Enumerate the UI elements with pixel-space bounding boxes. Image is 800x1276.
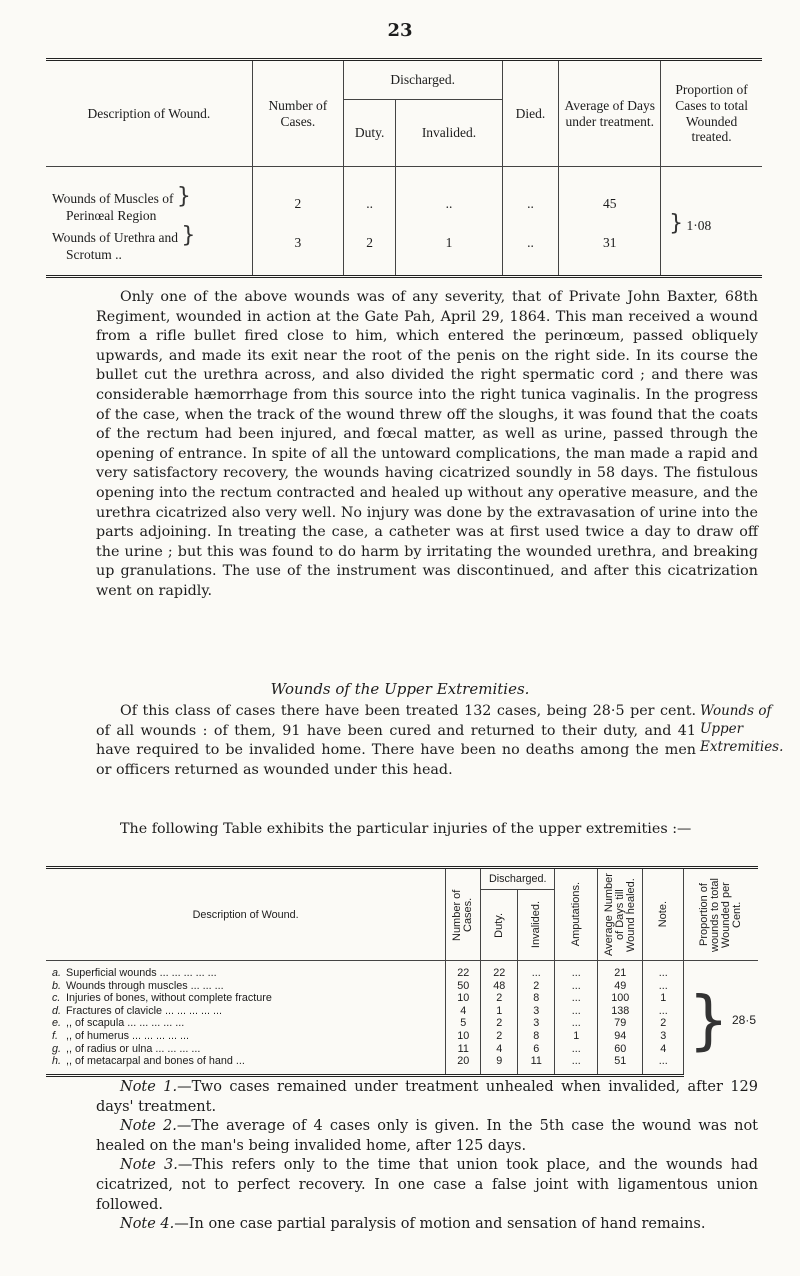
header-description: Description of Wound.: [46, 868, 446, 961]
cell-invalided: ...: [518, 961, 555, 980]
cell-note: 3: [643, 1030, 684, 1043]
cell-days: 21: [598, 961, 643, 980]
table-row: [46, 1055, 758, 1075]
brace-icon: }: [688, 984, 729, 1059]
cell-proportion: } 1·08: [661, 185, 762, 263]
row-description: h. ,, of metacarpal and bones of hand ...: [46, 1055, 446, 1075]
margin-note: Wounds of Upper Extremities.: [700, 703, 784, 755]
table-row: [46, 1017, 758, 1030]
cell-days: 45: [559, 185, 661, 224]
cell-days: 79: [598, 1017, 643, 1030]
cell-cases: 3: [252, 224, 343, 263]
brace-icon: }: [669, 210, 684, 236]
header-average-days: Average of Days under treatment.: [559, 60, 661, 167]
cell-cases: 22: [446, 961, 481, 980]
cell-amputations: ...: [555, 992, 598, 1005]
cell-days: 49: [598, 980, 643, 993]
cell-days: 100: [598, 992, 643, 1005]
cell-amputations: ...: [555, 1055, 598, 1075]
header-invalided: Invalided.: [518, 890, 555, 961]
case-report-paragraph: Only one of the above wounds was of any severity, that of Private John Baxter, 68th Regiment, wounded in action at the Gate Pah, April 29, 1864. This man received a wound from a rifle bullet fired close to him, which entered the perinœum, passed obliquely upwards, and made its exit near the root of the penis on the right side. In its course the bullet cut the urethra across, and also divided the right spermatic cord ; and there was considerable hæmorrhage from this source into the right tunica vaginalis. In the progress of the case, when the track of the wound threw off the sloughs, it was found that the coats of the rectum had been injured, and fœcal matter, as well as urine, passed through the opening of entrance. In spite of all the untoward complications, the man made a rapid and very satisfactory recovery, the wounds having cicatrized soundly in 58 days. The fistulous opening into the rectum contracted and healed up without any operative measure, and the urethra cicatrized also very well. No injury was done by the extravasation of urine into the parts adjoining. In treating the case, a catheter was at first used twice a day to draw off the urine ; but this was found to do harm by irritating the wounded urethra, and breaking up granulations. The use of the instrument was discontinued, and after this cicatrization went on rapidly.: [96, 289, 758, 599]
note-4: Note 4.—In one case partial paralysis of motion and sensation of hand remains.: [120, 1216, 706, 1233]
row-description: Wounds of Muscles of } Perinœal Region: [52, 184, 191, 224]
cell-days: 60: [598, 1043, 643, 1056]
cell-days: 94: [598, 1030, 643, 1043]
cell-amputations: ...: [555, 980, 598, 993]
wound-table-perineal: [46, 58, 762, 278]
upper-extremities-table: [46, 866, 758, 1077]
header-number-of-cases: Number of Cases.: [252, 60, 343, 167]
cell-invalided: 1: [396, 224, 502, 263]
cell-invalided: 6: [518, 1043, 555, 1056]
cell-duty: 2: [481, 1017, 518, 1030]
cell-duty: 9: [481, 1055, 518, 1075]
cell-invalided: 8: [518, 1030, 555, 1043]
cell-amputations: ...: [555, 1005, 598, 1018]
cell-days: 31: [559, 224, 661, 263]
cell-cases: 10: [446, 992, 481, 1005]
table-row: [46, 1030, 758, 1043]
table-row: [46, 1043, 758, 1056]
header-duty: Duty.: [343, 100, 396, 167]
cell-duty: 2: [481, 1030, 518, 1043]
section-heading: Wounds of the Upper Extremities.: [270, 680, 530, 698]
cell-amputations: ...: [555, 1017, 598, 1030]
cell-note: ...: [643, 1055, 684, 1075]
cell-cases: 10: [446, 1030, 481, 1043]
table-row: [46, 980, 758, 993]
cell-died: ..: [502, 185, 559, 224]
cell-duty: 48: [481, 980, 518, 993]
summary-paragraph: Of this class of cases there have been treated 132 cases, being 28·5 per cent. of all wounds : of them, 91 have been cured and returned to their duty, and 41 have required to be invalided home. There have been no deaths among the men or officers returned as wounded under this head.: [96, 703, 696, 778]
table-row: [46, 961, 758, 980]
page-number: 23: [387, 20, 413, 41]
header-proportion: Proportion of Cases to total Wounded treated.: [661, 60, 762, 167]
cell-invalided: 8: [518, 992, 555, 1005]
cell-days: 138: [598, 1005, 643, 1018]
note-3: Note 3.—This refers only to the time that union took place, and the wounds had cicatrized, not to perfect recovery. In one case a false joint with ligamentous union followed.: [96, 1157, 758, 1213]
cell-days: 51: [598, 1055, 643, 1075]
cell-invalided: 3: [518, 1005, 555, 1018]
cell-invalided: 2: [518, 980, 555, 993]
cell-cases: 50: [446, 980, 481, 993]
cell-note: ...: [643, 961, 684, 980]
cell-duty: 22: [481, 961, 518, 980]
table-intro-paragraph: The following Table exhibits the particular injuries of the upper extremities :—: [120, 821, 692, 837]
note-2: Note 2.—The average of 4 cases only is given. In the 5th case the wound was not healed on the man's being invalided home, after 125 days.: [96, 1118, 758, 1154]
header-proportion: Proportion of wounds to total Wounded per Cent.: [684, 868, 758, 961]
row-description: b. Wounds through muscles ... ... ...: [52, 979, 224, 992]
cell-duty: 4: [481, 1043, 518, 1056]
cell-amputations: 1: [555, 1030, 598, 1043]
cell-cases: 20: [446, 1055, 481, 1075]
header-died: Died.: [502, 60, 559, 167]
cell-proportion: } 28·5: [684, 961, 758, 1076]
header-amputations: Amputations.: [555, 868, 598, 961]
cell-duty: 2: [481, 992, 518, 1005]
notes-section: [96, 1078, 758, 1235]
table-row: [46, 224, 762, 263]
header-discharged: Discharged.: [343, 60, 502, 100]
header-discharged: Discharged.: [481, 868, 555, 890]
cell-invalided: ..: [396, 185, 502, 224]
cell-cases: 11: [446, 1043, 481, 1056]
cell-note: 4: [643, 1043, 684, 1056]
cell-cases: 2: [252, 185, 343, 224]
row-description: e. ,, of scapula ... ... ... ... ...: [52, 1017, 185, 1030]
header-average-days: Average Number of Days till Wound healed.: [598, 868, 643, 961]
cell-invalided: 11: [518, 1055, 555, 1075]
cell-note: ...: [643, 980, 684, 993]
note-1: Note 1.—Two cases remained under treatment unhealed when invalided, after 129 days' treatment.: [96, 1079, 759, 1115]
row-description: a. Superficial wounds ... ... ... ... ...: [52, 967, 217, 979]
cell-cases: 4: [446, 1005, 481, 1018]
header-note: Note.: [643, 868, 684, 961]
table-row: [46, 1005, 758, 1018]
header-number-of-cases: Number of Cases.: [446, 868, 481, 961]
cell-duty: ..: [343, 185, 396, 224]
cell-note: 1: [643, 992, 684, 1005]
header-invalided: Invalided.: [396, 100, 502, 167]
row-description: c. Injuries of bones, without complete fracture: [52, 992, 272, 1005]
row-description: d. Fractures of clavicle ... ... ... ... ...: [52, 1004, 222, 1017]
cell-amputations: ...: [555, 961, 598, 980]
cell-note: ...: [643, 1005, 684, 1018]
cell-amputations: ...: [555, 1043, 598, 1056]
table-row: [46, 185, 762, 224]
row-description: Wounds of Urethra and } Scrotum ..: [52, 223, 196, 263]
cell-duty: 2: [343, 224, 396, 263]
cell-died: ..: [502, 224, 559, 263]
table-row: [46, 992, 758, 1005]
header-duty: Duty.: [481, 890, 518, 961]
row-description: f. ,, of humerus ... ... ... ... ...: [52, 1029, 190, 1042]
cell-note: 2: [643, 1017, 684, 1030]
cell-invalided: 3: [518, 1017, 555, 1030]
row-description: g. ,, of radius or ulna ... ... ... ...: [52, 1042, 201, 1055]
header-description: Description of Wound.: [46, 60, 252, 167]
cell-duty: 1: [481, 1005, 518, 1018]
cell-cases: 5: [446, 1017, 481, 1030]
